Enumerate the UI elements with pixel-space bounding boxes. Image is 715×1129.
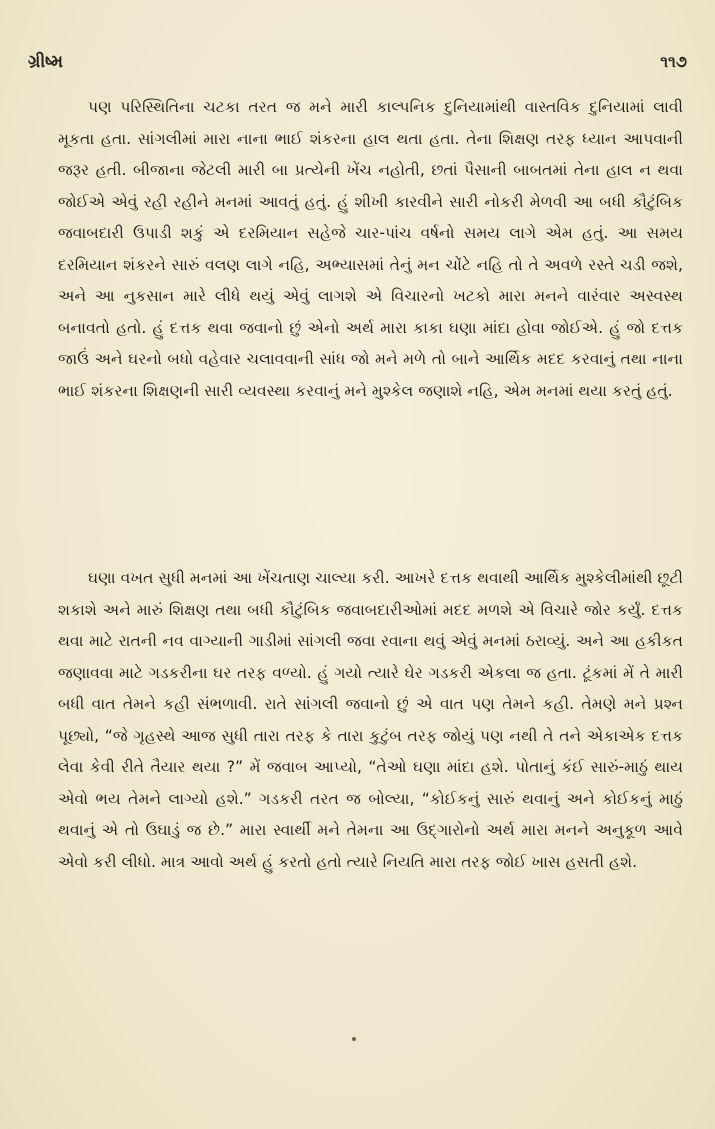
page-header bbox=[28, 52, 687, 80]
paragraph-2: ઘણા વખત સુધી મનમાં આ ખેંચતાણ ચાલ્યા કરી. આખરે દત્તક થવાથી આર્થિક મુશ્કેલીમાંથી છૂટી શકાશે અને મારું શિક્ષણ તથા બધી કૌટુંબિક જવાબદારીઓમાં મદદ મળશે એ વિચારે જોર કર્યું. દત્તક થવા માટે રાતની નવ વાગ્યાની ગાડીમાં સાંગલી જવા રવાના થવું એવું મનમાં ઠરાવ્યું. અને આ હકીકત જણાવવા માટે ગડકરીના ઘર તરફ વળ્યો. હું ગયો ત્યારે ઘેર ગડકરી એકલા જ હતા. ટૂંકમાં મેં તે મારી બધી વાત તેમને કહી સંભળાવી. રાતે સાંગલી જવાનો છું એ વાત પણ તેમને કહી. તેમણે મને પ્રશ્ન પૂછ્યો, “જે ગૃહસ્થે આજ સુધી તારા તરફ કે તારા કુટુંબ તરફ જોયું પણ નથી તે તને એકાએક દત્તક લેવા કેવી રીતે તૈયાર થયા ?” મેં જવાબ આપ્યો, “તેઓ ઘણા માંદા હશે. પોતાનું કંઈ સારું-માઠું થાય એવો ભય તેમને લાગ્યો હશે.” ગડકરી તરત જ બોલ્યા, “કોઈકનું સારું થવાનું અને કોઈકનું માઠું થવાનું એ તો ઉઘાડું જ છે.” મારા સ્વાર્થી મને તેમના આ ઉદ્ગારોનો અર્થ મારા મનને અનુકૂળ આવે એવો કરી લીધો. માત્ર આવો અર્થ હું કરતો હતો ત્યારે નિયતિ મારા તરફ જોઈ ખાસ હસતી હશે. bbox=[58, 569, 683, 871]
running-head: ગ્રીષ્મ bbox=[28, 52, 64, 72]
page-number: ૧૧૭ bbox=[660, 52, 687, 71]
ink-speck bbox=[352, 1037, 356, 1041]
paragraph-1: પણ પરિસ્થિતિના ચટકા તરત જ મને મારી કાલ્પનિક દુનિયામાંથી વાસ્તવિક દુનિયામાં લાવી મૂકતા હતા. સાંગલીમાં મારા નાના ભાઈ શંકરના હાલ થતા હતા. તેના શિક્ષણ તરફ ધ્યાન આપવાની જરૂર હતી. બીજાના જેટલી મારી બા પ્રત્યેની ખેંચ નહોતી, છતાં પૈસાની બાબતમાં તેના હાલ ન થવા જોઈએ એવું રહી રહીને મનમાં આવતું હતું. હું શીખી કારવીને સારી નોકરી મેળવી આ બધી કૌટુંબિક જવાબદારી ઉપાડી શકું એ દરમિયાન સહેજે ચાર-પાંચ વર્ષનો સમય લાગે એમ હતું. આ સમય દરમિયાન શંકરને સારું વલણ લાગે નહિ, અભ્યાસમાં તેનું મન ચોંટે નહિ તો તે અવળે રસ્તે ચડી જશે, અને આ નુકસાન મારે લીધે થયું એવું લાગશે એ વિચારનો ખટકો મારા મનને વારંવાર અસ્વસ્થ બનાવતો હતો. હું દત્તક થવા જવાનો છું એનો અર્થ મારા કાકા ઘણા માંદા હોવા જોઈએ. હું જો દત્તક જાઉં અને ઘરનો બધો વહેવાર ચલાવવાની સાંધ જો મને મળે તો બાને આર્થિક મદદ કરવાનું તથા નાના ભાઈ શંકરના શિક્ષણની સારી વ્યવસ્થા કરવાનું મને મુશ્કેલ જણાશે નહિ, એમ મનમાં થયા કરતું હતું. bbox=[58, 98, 683, 400]
